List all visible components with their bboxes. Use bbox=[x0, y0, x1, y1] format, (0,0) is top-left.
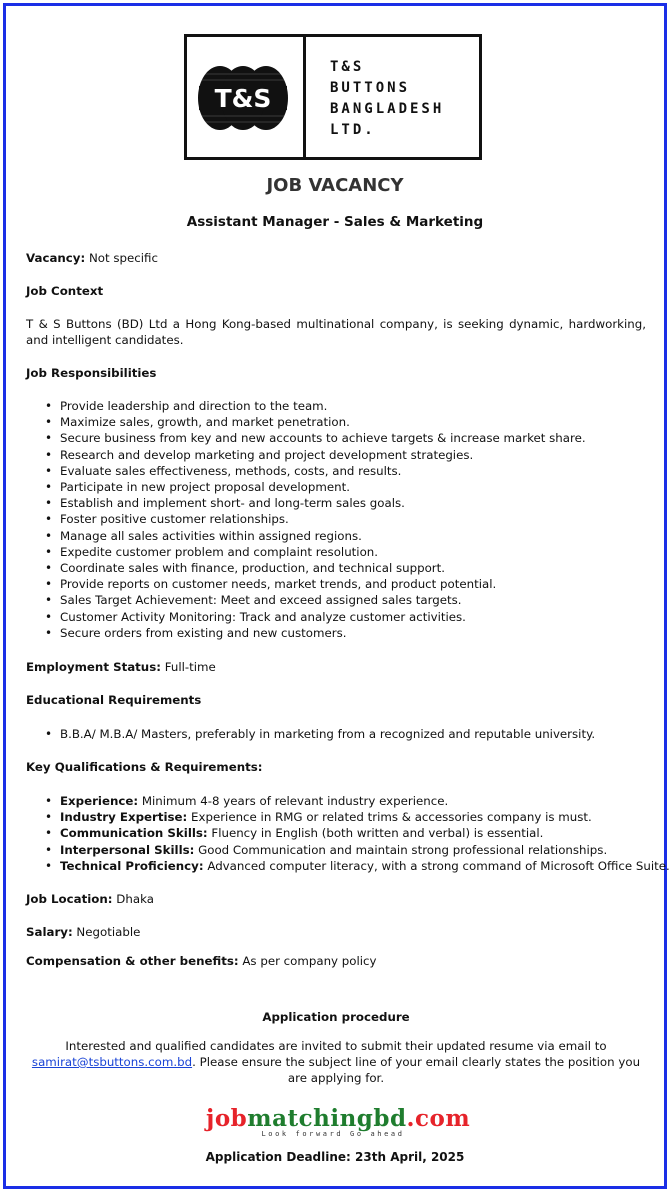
application-text bbox=[26, 1038, 646, 1086]
list-item: • Secure orders from existing and new customers. bbox=[26, 625, 646, 641]
qualification-label: Technical Proficiency: bbox=[60, 858, 204, 873]
education-heading: Educational Requirements bbox=[26, 693, 202, 707]
application-text-intro: Interested and qualified candidates are invited to submit their updated resume via email to bbox=[65, 1039, 607, 1053]
salary-label: Salary: bbox=[26, 925, 73, 939]
list-item: • Research and develop marketing and project development strategies. bbox=[26, 447, 646, 463]
list-item: • Customer Activity Monitoring: Track and analyze customer activities. bbox=[26, 609, 646, 625]
vacancy-line bbox=[26, 250, 646, 266]
application-text-outro: . Please ensure the subject line of your email clearly states the position you are applying for. bbox=[192, 1055, 641, 1085]
wordmark-part: job bbox=[206, 1105, 248, 1132]
jobmatchingbd-wordmark bbox=[206, 1105, 471, 1132]
ts-emblem-icon bbox=[197, 64, 289, 132]
qualification-text: Minimum 4-8 years of relevant industry experience. bbox=[138, 794, 449, 808]
jobmatchingbd-tagline: Look forward Go ahead bbox=[261, 1130, 405, 1138]
list-item: • Provide leadership and direction to the team. bbox=[26, 398, 646, 414]
salary-line bbox=[26, 924, 646, 940]
qualification-label: Industry Expertise: bbox=[60, 810, 188, 825]
job-location-line bbox=[26, 891, 646, 907]
qualification-text: Experience in RMG or related trims & accessories company is must. bbox=[187, 810, 592, 825]
company-name-line: LTD. bbox=[330, 122, 376, 138]
list-item: • Provide reports on customer needs, market trends, and product potential. bbox=[26, 576, 646, 592]
list-item: • B.B.A/ M.B.A/ Masters, preferably in marketing from a recognized and reputable university. bbox=[26, 726, 646, 742]
job-location-label: Job Location: bbox=[26, 892, 113, 906]
jobmatchingbd-logo bbox=[206, 1105, 471, 1140]
list-item: • Manage all sales activities within assigned regions. bbox=[26, 528, 646, 544]
qualification-text: Fluency in English (both written and verbal) is essential. bbox=[207, 826, 544, 841]
list-item: • Secure business from key and new accounts to achieve targets & increase market share. bbox=[26, 430, 646, 446]
qualification-label: Communication Skills: bbox=[60, 826, 208, 841]
company-name-line: BANGLADESH bbox=[330, 101, 445, 117]
company-logo-mark bbox=[187, 37, 306, 157]
company-logo bbox=[184, 34, 482, 160]
application-deadline: Application Deadline: 23th April, 2025 bbox=[205, 1150, 465, 1164]
job-context-heading: Job Context bbox=[26, 284, 104, 298]
list-item: • Foster positive customer relationships. bbox=[26, 511, 646, 527]
qualification-text: Advanced computer literacy, with a strong command of Microsoft Office Suite. bbox=[203, 858, 670, 873]
compensation-label: Compensation & other benefits: bbox=[26, 954, 239, 968]
qualification-text: Good Communication and maintain strong professional relationships. bbox=[194, 842, 608, 857]
list-item: • Participate in new project proposal development. bbox=[26, 479, 646, 495]
list-item: • Maximize sales, growth, and market penetration. bbox=[26, 414, 646, 430]
list-item bbox=[26, 793, 646, 809]
company-name-line: T&S bbox=[330, 59, 365, 75]
vacancy-label: Vacancy: bbox=[26, 251, 86, 265]
list-item: • Evaluate sales effectiveness, methods, costs, and results. bbox=[26, 463, 646, 479]
list-item: • Coordinate sales with finance, production, and technical support. bbox=[26, 560, 646, 576]
page-title: JOB VACANCY bbox=[266, 175, 404, 196]
company-name-block bbox=[306, 37, 479, 157]
list-item bbox=[26, 809, 646, 825]
compensation-value: As per company policy bbox=[238, 954, 377, 968]
list-item: • Sales Target Achievement: Meet and exceed assigned sales targets. bbox=[26, 592, 646, 608]
qualification-label: Experience: bbox=[60, 794, 139, 808]
list-item: • Expedite customer problem and complaint resolution. bbox=[26, 544, 646, 560]
education-list bbox=[26, 726, 646, 742]
wordmark-part: matchingbd bbox=[247, 1105, 407, 1132]
company-name-line: BUTTONS bbox=[330, 80, 411, 96]
job-context-text: T & S Buttons (BD) Ltd a Hong Kong-based multinational company, is seeking dynamic, hardworking, and intelligent candidates. bbox=[26, 317, 646, 347]
responsibilities-list bbox=[26, 398, 646, 641]
employment-status-value: Full-time bbox=[160, 660, 216, 674]
qualification-label: Interpersonal Skills: bbox=[60, 842, 195, 857]
salary-value: Negotiable bbox=[72, 925, 141, 939]
list-item bbox=[26, 842, 646, 858]
vacancy-value: Not specific bbox=[85, 251, 158, 265]
wordmark-part: .com bbox=[406, 1105, 471, 1132]
ts-emblem-text: T&S bbox=[214, 84, 272, 113]
list-item bbox=[26, 858, 670, 874]
position-title: Assistant Manager - Sales & Marketing bbox=[186, 214, 484, 230]
qualifications-list bbox=[26, 793, 670, 874]
responsibilities-heading: Job Responsibilities bbox=[26, 366, 157, 380]
application-email-link[interactable]: samirat@tsbuttons.com.bd bbox=[31, 1055, 193, 1069]
employment-status-label: Employment Status: bbox=[26, 660, 161, 674]
employment-status-line bbox=[26, 659, 646, 675]
job-location-value: Dhaka bbox=[112, 892, 154, 906]
compensation-line bbox=[26, 953, 646, 969]
qualifications-heading: Key Qualifications & Requirements: bbox=[26, 760, 263, 774]
list-item bbox=[26, 825, 646, 841]
list-item: • Establish and implement short- and long-term sales goals. bbox=[26, 495, 646, 511]
application-heading: Application procedure bbox=[262, 1010, 410, 1024]
